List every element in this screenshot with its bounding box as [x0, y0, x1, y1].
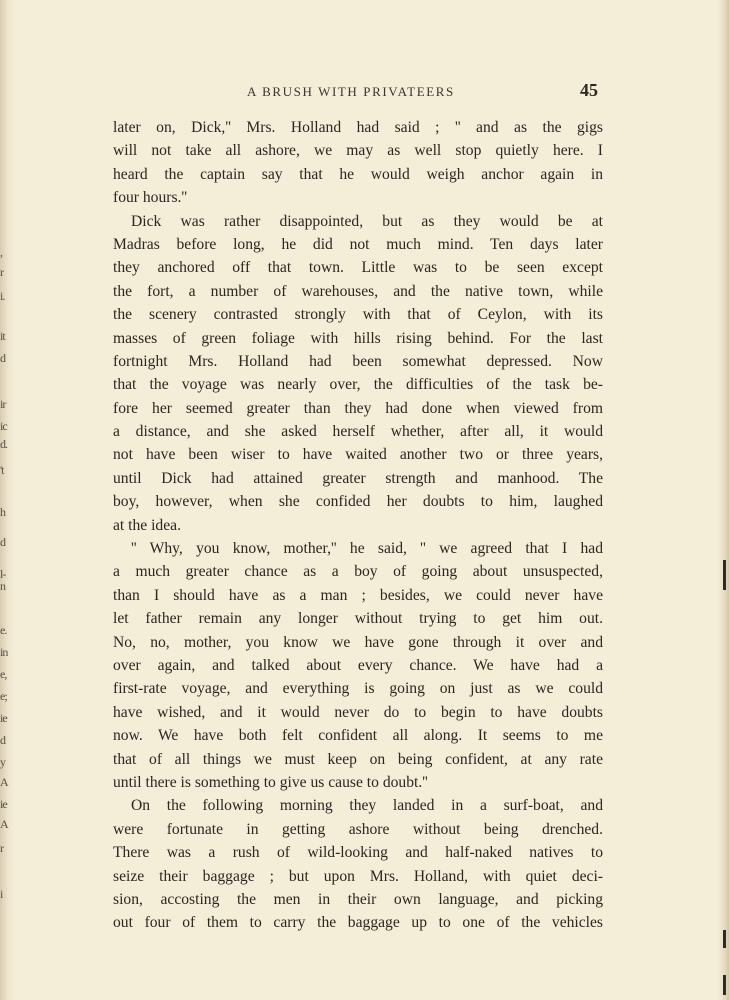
text-line: not have been wiser to have waited another two or three years,	[113, 446, 603, 464]
text-line: that the voyage was nearly over, the difficulties of the task be-	[113, 376, 603, 394]
text-line: first-rate voyage, and everything is going on just as we could	[113, 680, 603, 698]
text-line: Madras before long, he did not much mind. Ten days later	[113, 235, 603, 253]
text-line: Dick was rather disappointed, but as they would be at	[131, 212, 603, 230]
bleed-fragment: y	[0, 755, 5, 769]
bleed-fragment: ie	[0, 711, 7, 725]
text-line: fore her seemed greater than they had done when viewed from	[113, 399, 603, 417]
text-line: No, no, mother, you know we have gone through it over and	[113, 633, 603, 651]
edge-mark	[723, 930, 726, 948]
text-line: boy, however, when she confided her doubts to him, laughed	[113, 493, 603, 511]
text-line: will not take all ashore, we may as well stop quietly here. I	[113, 142, 603, 160]
text-line: seize their baggage ; but upon Mrs. Holland, with quiet deci-	[113, 867, 603, 885]
bleed-fragment: i	[0, 887, 3, 901]
bleed-fragment: d	[0, 535, 5, 549]
text-line: a distance, and she asked herself whether, after all, it would	[113, 423, 603, 441]
text-line: that of all things we must keep on being confident, at any rate	[113, 750, 603, 768]
text-line: than I should have as a man ; besides, we could never have	[113, 586, 603, 604]
text-line: have wished, and it would never do to begin to have doubts	[113, 703, 603, 721]
bleed-fragment: n	[0, 579, 5, 593]
bleed-fragment: ie	[0, 797, 7, 811]
body-text	[113, 116, 603, 935]
bleed-fragment: ir	[0, 397, 6, 411]
edge-mark	[723, 975, 726, 995]
text-line: the scenery contrasted strongly with that of Ceylon, with its	[113, 306, 603, 324]
text-line: now. We have both felt confident all along. It seems to me	[113, 727, 603, 745]
text-line: were fortunate in getting ashore without being drenched.	[113, 820, 603, 838]
bleed-fragment: l-	[0, 567, 6, 581]
text-line: over again, and talked about every chance. We have had a	[113, 656, 603, 674]
bleed-fragment: i.	[0, 289, 5, 303]
bleed-fragment: e.	[0, 623, 7, 637]
facing-page-bleed-through	[0, 0, 14, 1000]
bleed-fragment: it	[0, 329, 5, 343]
text-line: until Dick had attained greater strength and manhood. The	[113, 469, 603, 487]
bleed-fragment: A	[0, 775, 8, 789]
bleed-fragment: A	[0, 817, 8, 831]
text-line: '' Why, you know, mother,'' he said, '' we agreed that I had	[131, 540, 603, 558]
text-line: four hours.''	[113, 189, 188, 207]
page-number: 45	[580, 80, 598, 100]
page-edge	[717, 0, 729, 1000]
text-line: let father remain any longer without trying to get him out.	[113, 610, 603, 628]
text-line: they anchored off that town. Little was to be seen except	[113, 259, 603, 277]
text-line: a much greater chance as a boy of going about unsuspected,	[113, 563, 603, 581]
running-title: A BRUSH WITH PRIVATEERS	[247, 84, 455, 99]
text-line: On the following morning they landed in a surf-boat, and	[131, 797, 603, 815]
bleed-fragment: h	[0, 505, 5, 519]
bleed-fragment: ic	[0, 419, 7, 433]
text-line: at the idea.	[113, 516, 181, 534]
text-line: the fort, a number of warehouses, and the native town, while	[113, 282, 603, 300]
text-line: fortnight Mrs. Holland had been somewhat depressed. Now	[113, 352, 603, 370]
text-line: later on, Dick,'' Mrs. Holland had said ; '' and as the gigs	[113, 119, 603, 136]
edge-mark	[723, 560, 726, 590]
text-line: masses of green foliage with hills rising behind. For the last	[113, 329, 603, 347]
bleed-fragment: 't	[0, 463, 4, 477]
bleed-fragment: r	[0, 265, 3, 279]
bleed-fragment: d	[0, 733, 5, 747]
bleed-fragment: e,	[0, 667, 7, 681]
text-line: sion, accosting the men in their own language, and picking	[113, 890, 603, 908]
text-line: There was a rush of wild-looking and half-naked natives to	[113, 844, 603, 862]
running-head	[0, 78, 729, 106]
bleed-fragment: ,	[0, 245, 2, 259]
bleed-fragment: in	[0, 645, 8, 659]
bleed-fragment: r	[0, 841, 3, 855]
text-line: out four of them to carry the baggage up to one of the vehicles	[113, 914, 603, 932]
text-line: heard the captain say that he would weigh anchor again in	[113, 165, 603, 183]
bleed-fragment: d	[0, 351, 5, 365]
bleed-fragment: e;	[0, 689, 7, 703]
bleed-fragment: d.	[0, 437, 7, 451]
text-line: until there is something to give us cause to doubt.''	[113, 773, 428, 791]
